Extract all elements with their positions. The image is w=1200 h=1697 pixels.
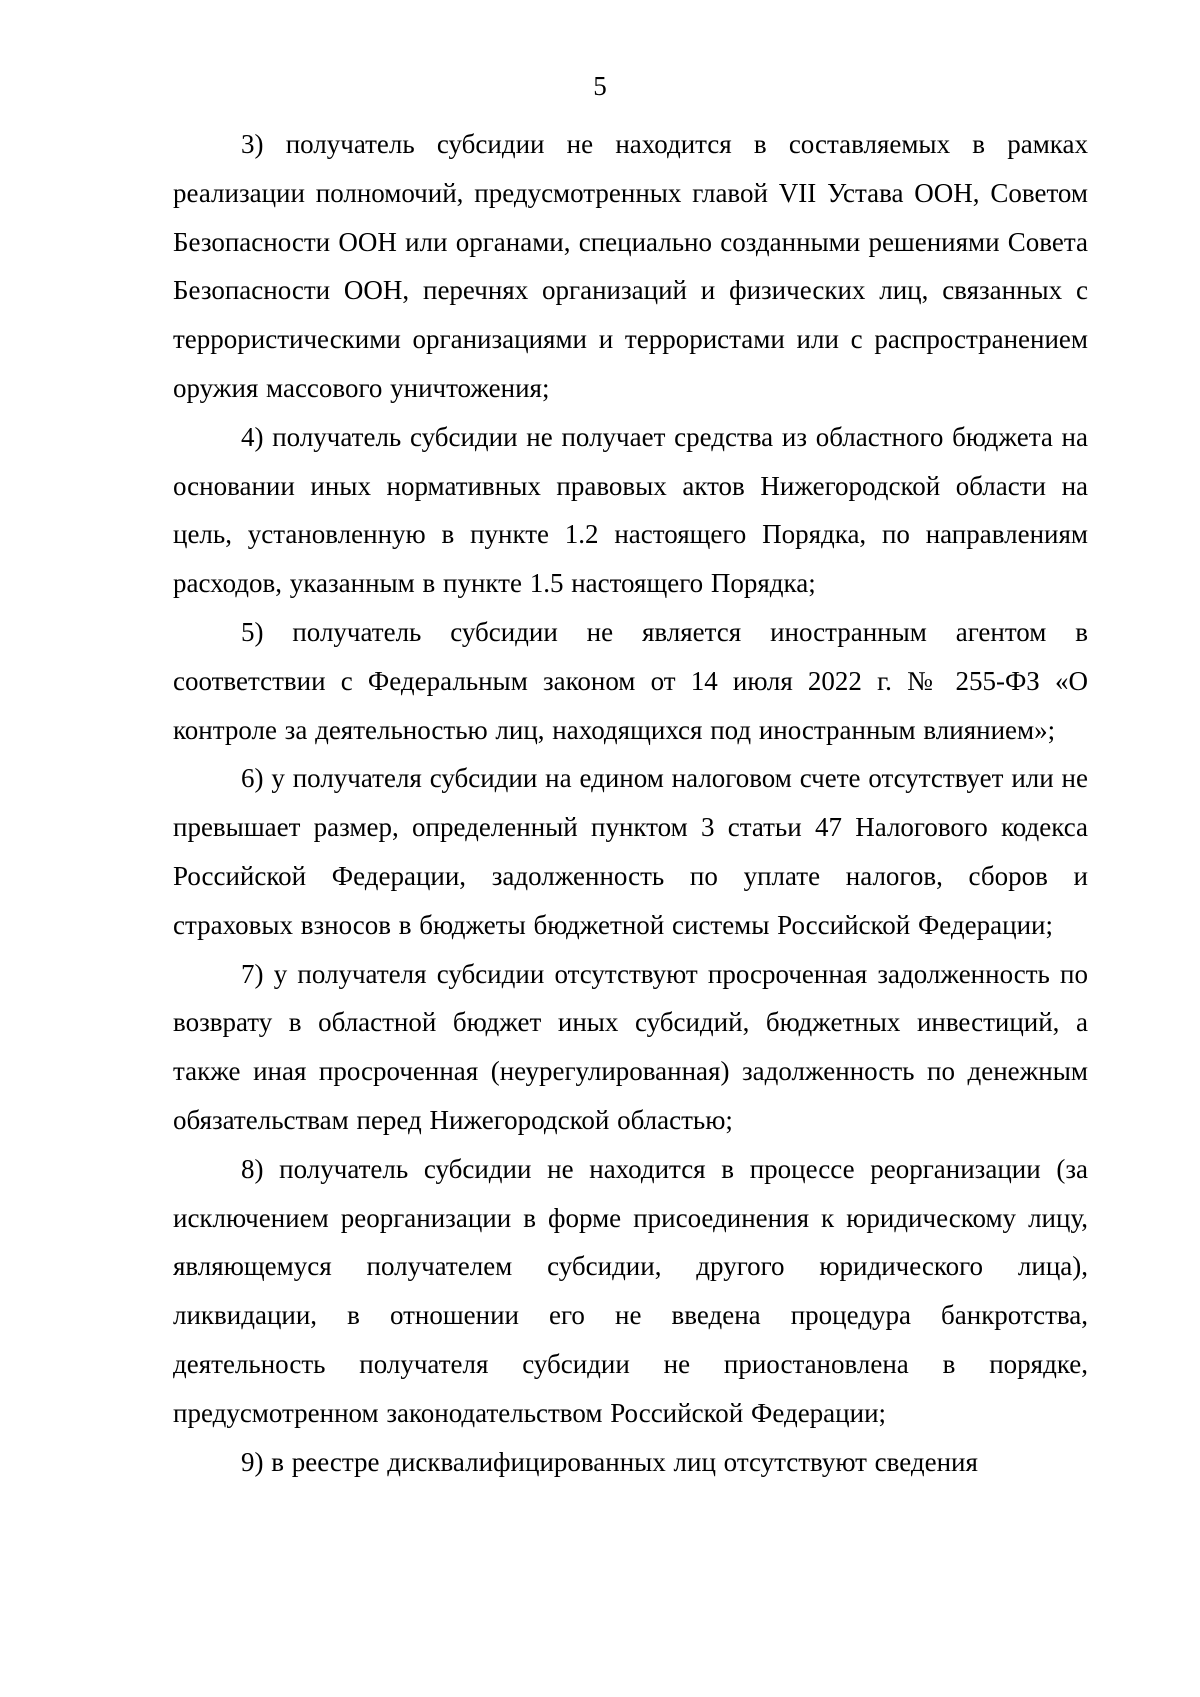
page-number: 5 <box>593 71 607 101</box>
paragraph-item-4: 4) получатель субсидии не получает средства из областного бюджета на основании иных нормативных правовых актов Нижегородской области на цель, установленную в пункте 1.2 настоящего Порядка, по направлениям расходов, указанным в пункте 1.5 настоящего Порядка; <box>173 421 1088 599</box>
document-body <box>173 120 1088 1680</box>
paragraph-item-8: 8) получатель субсидии не находится в процессе реорганизации (за исключением реорганизации в форме присоединения к юридическому лицу, являющемуся получателем субсидии, другого юридического лица), ликвидации, в отношении его не введена процедура банкротства, деятельность получателя субсидии не приостановлена в порядке, предусмотренном законодательством Российской Федерации; <box>173 1153 1088 1428</box>
paragraph-item-7: 7) у получателя субсидии отсутствуют просроченная задолженность по возврату в областной бюджет иных субсидий, бюджетных инвестиций, а также иная просроченная (неурегулированная) задолженность по денежным обязательствам перед Нижегородской областью; <box>173 958 1088 1135</box>
paragraph-item-9: 9) в реестре дисквалифицированных лиц отсутствуют сведения <box>241 1446 978 1477</box>
paragraph-item-3: 3) получатель субсидии не находится в составляемых в рамках реализации полномочий, предусмотренных главой VII Устава ООН, Советом Безопасности ООН или органами, специально созданными решениями Совета Безопасности ООН, перечнях организаций и физических лиц, связанных с террористическими организациями и террористами или с распространением оружия массового уничтожения; <box>173 129 1088 403</box>
paragraph-item-6: 6) у получателя субсидии на едином налоговом счете отсутствует или не превышает размер, определенный пунктом 3 статьи 47 Налогового кодекса Российской Федерации, задолженность по уплате налогов, сборов и страховых взносов в бюджеты бюджетной системы Российской Федерации; <box>173 763 1088 940</box>
paragraph-item-5: 5) получатель субсидии не является иностранным агентом в соответствии с Федеральным законом от 14 июля 2022 г. № 255-ФЗ «О контроле за деятельностью лиц, находящихся под иностранным влиянием»; <box>173 616 1088 745</box>
